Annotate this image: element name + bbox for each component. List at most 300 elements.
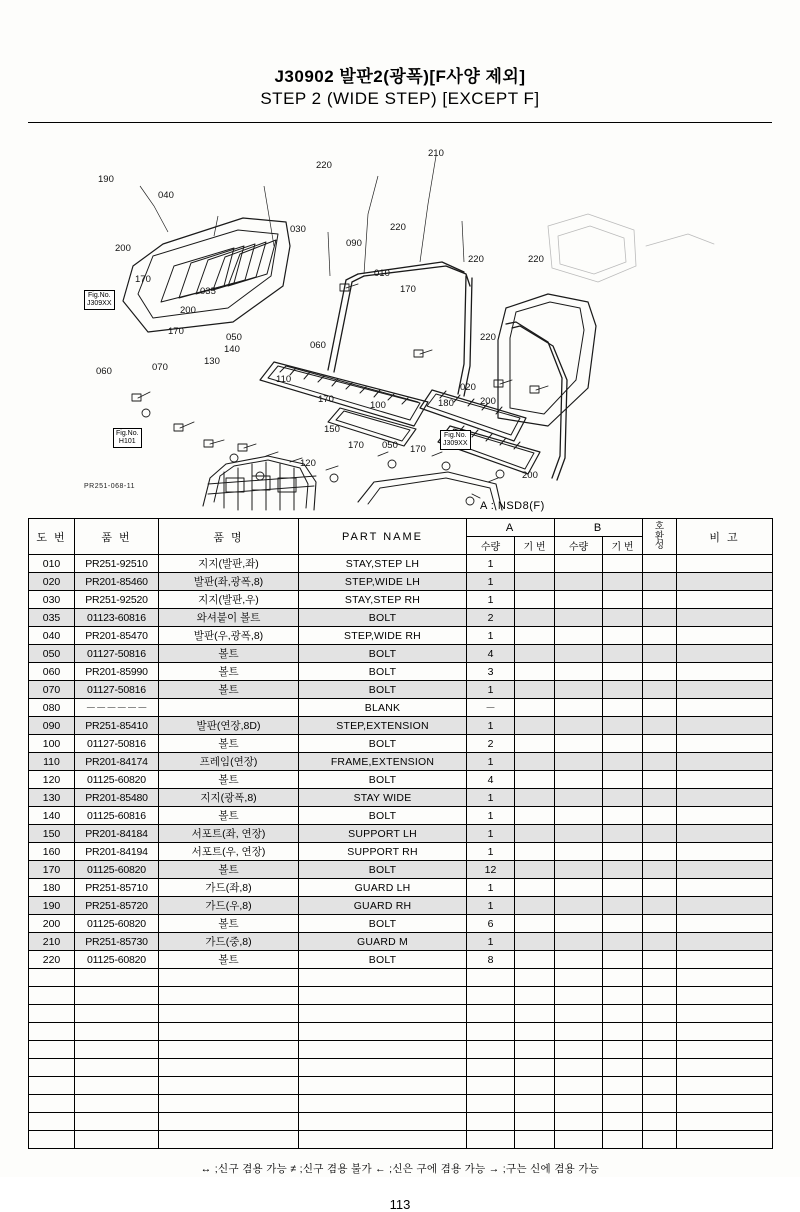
cell-qty-b (555, 663, 603, 681)
callout-060-b: 200 (522, 470, 538, 481)
cell-qty-b (555, 843, 603, 861)
cell-pum-myeong: 볼트 (159, 735, 299, 753)
cell-pum-beon: PR251-85720 (75, 897, 159, 915)
cell-do-beon: 130 (29, 789, 75, 807)
cell-pum-myeong: 발판(좌,광폭,8) (159, 573, 299, 591)
table-row (29, 699, 773, 717)
cell-empty (467, 1005, 515, 1023)
cell-pum-beon: PR251-85730 (75, 933, 159, 951)
cell-kibeon-a (515, 609, 555, 627)
cell-pum-myeong: 볼트 (159, 771, 299, 789)
cell-empty (467, 1041, 515, 1059)
cell-remark (677, 555, 773, 573)
cell-qty-b (555, 699, 603, 717)
cell-ho-hwan (643, 735, 677, 753)
cell-empty (299, 1095, 467, 1113)
cell-empty (75, 1095, 159, 1113)
cell-ho-hwan (643, 915, 677, 933)
cell-kibeon-a (515, 879, 555, 897)
cell-empty (603, 1005, 643, 1023)
cell-kibeon-b (603, 645, 643, 663)
cell-qty-b (555, 897, 603, 915)
cell-empty (467, 987, 515, 1005)
cell-kibeon-b (603, 789, 643, 807)
cell-pum-myeong: 볼트 (159, 807, 299, 825)
cell-empty (555, 1023, 603, 1041)
table-row (29, 753, 773, 771)
cell-pum-beon: PR201-84184 (75, 825, 159, 843)
fig-ref-label: Fig.No. (87, 292, 111, 299)
cell-empty (29, 1041, 75, 1059)
fig-ref-h101 (113, 428, 142, 448)
cell-kibeon-b (603, 753, 643, 771)
cell-ho-hwan (643, 933, 677, 951)
cell-kibeon-b (603, 861, 643, 879)
cell-empty (159, 1077, 299, 1095)
table-row (29, 861, 773, 879)
cell-pum-myeong: 지지(발판,우) (159, 591, 299, 609)
cell-empty (603, 969, 643, 987)
cell-qty-a: 1 (467, 897, 515, 915)
cell-kibeon-a (515, 915, 555, 933)
cell-qty-b (555, 861, 603, 879)
cell-kibeon-a (515, 699, 555, 717)
parts-table-wrap (28, 518, 772, 1149)
cell-empty (159, 1113, 299, 1131)
callout-020: 220 (480, 332, 496, 343)
table-row (29, 807, 773, 825)
cell-empty (299, 1059, 467, 1077)
cell-qty-b (555, 933, 603, 951)
cell-pum-beon: 01127-50816 (75, 681, 159, 699)
cell-do-beon: 035 (29, 609, 75, 627)
callout-170-f: 170 (400, 284, 416, 295)
cell-pum-beon: PR251-92510 (75, 555, 159, 573)
cell-remark (677, 951, 773, 969)
callout-050-a: 050 (226, 332, 242, 343)
cell-kibeon-a (515, 573, 555, 591)
legend-line: ↔ ;신구 겸용 가능 ≠ ;신구 겸용 불가 ← ;신은 구에 겸용 가능 → ;구는 신에 겸용 가능 (200, 1163, 600, 1175)
table-row (29, 735, 773, 753)
cell-ho-hwan (643, 771, 677, 789)
table-row-empty (29, 1059, 773, 1077)
fig-ref-j309xx-right (440, 430, 471, 450)
cell-part-name: BOLT (299, 951, 467, 969)
header-do-beon: 도 번 (29, 519, 75, 555)
cell-empty (75, 987, 159, 1005)
cell-qty-a: 1 (467, 555, 515, 573)
spec-note: A : NSD8(F) (480, 500, 545, 512)
table-row (29, 825, 773, 843)
cell-do-beon: 140 (29, 807, 75, 825)
cell-pum-beon: 01123-60816 (75, 609, 159, 627)
table-row (29, 789, 773, 807)
cell-remark (677, 915, 773, 933)
callout-220-c: 220 (468, 254, 484, 265)
cell-part-name: STEP,WIDE LH (299, 573, 467, 591)
table-row (29, 555, 773, 573)
callout-030: 030 (290, 224, 306, 235)
callout-170-c: 170 (348, 440, 364, 451)
table-row (29, 897, 773, 915)
cell-do-beon: 050 (29, 645, 75, 663)
cell-empty (467, 1059, 515, 1077)
cell-pum-beon: PR251-85710 (75, 879, 159, 897)
cell-empty (555, 1113, 603, 1131)
cell-kibeon-a (515, 663, 555, 681)
cell-qty-b (555, 753, 603, 771)
cell-part-name: BOLT (299, 771, 467, 789)
callout-140: 140 (224, 344, 240, 355)
cell-pum-beon: PR201-85460 (75, 573, 159, 591)
cell-kibeon-b (603, 609, 643, 627)
cell-qty-a: 4 (467, 771, 515, 789)
cell-ho-hwan (643, 645, 677, 663)
callout-070: 070 (152, 362, 168, 373)
table-row (29, 717, 773, 735)
header-qty-a: 수량 (467, 537, 515, 555)
cell-part-name: BOLT (299, 861, 467, 879)
cell-empty (643, 1095, 677, 1113)
cell-remark (677, 879, 773, 897)
cell-empty (467, 1131, 515, 1149)
cell-do-beon: 020 (29, 573, 75, 591)
header-pum-myeong: 품 명 (159, 519, 299, 555)
header-group-b: B (555, 519, 643, 537)
cell-remark (677, 699, 773, 717)
table-row-empty (29, 1095, 773, 1113)
callout-110: 110 (276, 374, 292, 385)
cell-empty (515, 987, 555, 1005)
cell-qty-b (555, 771, 603, 789)
callout-035-a: 035 (200, 286, 216, 297)
table-row (29, 771, 773, 789)
cell-empty (603, 1095, 643, 1113)
cell-kibeon-b (603, 879, 643, 897)
cell-empty (677, 1113, 773, 1131)
header-remark: 비 고 (677, 519, 773, 555)
cell-pum-beon: 01125-60816 (75, 807, 159, 825)
cell-empty (555, 1005, 603, 1023)
cell-ho-hwan (643, 717, 677, 735)
cell-empty (677, 1131, 773, 1149)
callout-130: 130 (204, 356, 220, 367)
table-row-empty (29, 1005, 773, 1023)
cell-empty (677, 1059, 773, 1077)
cell-empty (29, 1005, 75, 1023)
cell-empty (515, 1077, 555, 1095)
cell-empty (677, 987, 773, 1005)
cell-ho-hwan (643, 789, 677, 807)
cell-qty-b (555, 825, 603, 843)
cell-pum-myeong: 가드(우,8) (159, 897, 299, 915)
cell-empty (159, 1059, 299, 1077)
cell-empty (299, 1113, 467, 1131)
cell-empty (515, 1095, 555, 1113)
cell-kibeon-b (603, 915, 643, 933)
cell-kibeon-b (603, 771, 643, 789)
cell-pum-beon: PR201-85480 (75, 789, 159, 807)
cell-remark (677, 753, 773, 771)
cell-qty-a: 6 (467, 915, 515, 933)
table-row (29, 609, 773, 627)
fig-ref-value: J309XX (87, 300, 112, 308)
cell-remark (677, 825, 773, 843)
cell-pum-myeong: 지지(광폭,8) (159, 789, 299, 807)
table-row-empty (29, 969, 773, 987)
cell-empty (75, 1023, 159, 1041)
callout-180: 200 (480, 396, 496, 407)
cell-empty (159, 1005, 299, 1023)
cell-kibeon-b (603, 897, 643, 915)
cell-qty-b (555, 717, 603, 735)
cell-empty (299, 1005, 467, 1023)
cell-empty (467, 969, 515, 987)
cell-kibeon-a (515, 771, 555, 789)
cell-remark (677, 933, 773, 951)
fig-ref-j309xx-left (84, 290, 115, 310)
callout-200-b: 200 (180, 305, 196, 316)
cell-part-name: SUPPORT LH (299, 825, 467, 843)
cell-pum-myeong: 가드(좌,8) (159, 879, 299, 897)
table-header-row-top (29, 519, 773, 537)
callout-210: 210 (428, 148, 444, 159)
table-row (29, 645, 773, 663)
cell-pum-beon: PR201-84174 (75, 753, 159, 771)
cell-qty-b (555, 555, 603, 573)
table-row-empty (29, 1023, 773, 1041)
cell-empty (75, 969, 159, 987)
callout-150: 150 (324, 424, 340, 435)
callout-200: 200 (115, 243, 131, 254)
cell-empty (299, 1131, 467, 1149)
cell-do-beon: 080 (29, 699, 75, 717)
cell-part-name: STAY,STEP LH (299, 555, 467, 573)
cell-part-name: BOLT (299, 645, 467, 663)
cell-kibeon-b (603, 555, 643, 573)
cell-do-beon: 220 (29, 951, 75, 969)
cell-empty (603, 1023, 643, 1041)
cell-empty (603, 1059, 643, 1077)
header-part-name: PART NAME (299, 519, 467, 555)
cell-do-beon: 120 (29, 771, 75, 789)
cell-kibeon-a (515, 861, 555, 879)
cell-kibeon-a (515, 627, 555, 645)
cell-do-beon: 060 (29, 663, 75, 681)
cell-empty (29, 1113, 75, 1131)
callout-170-e: 170 (410, 444, 426, 455)
cell-ho-hwan (643, 591, 677, 609)
table-row (29, 663, 773, 681)
cell-empty (643, 1005, 677, 1023)
parts-illustration (28, 126, 772, 511)
callout-200-c: 020 (460, 382, 476, 393)
cell-pum-myeong: 발판(우,광폭,8) (159, 627, 299, 645)
cell-kibeon-a (515, 681, 555, 699)
cell-pum-myeong: 서포트(우, 연장) (159, 843, 299, 861)
cell-empty (75, 1041, 159, 1059)
cell-do-beon: 070 (29, 681, 75, 699)
cell-kibeon-a (515, 555, 555, 573)
cell-remark (677, 663, 773, 681)
cell-qty-a: 4 (467, 645, 515, 663)
cell-empty (555, 1095, 603, 1113)
cell-qty-a: 1 (467, 807, 515, 825)
callout-170-b: 170 (168, 326, 184, 337)
cell-empty (677, 1095, 773, 1113)
table-row (29, 573, 773, 591)
cell-ho-hwan (643, 753, 677, 771)
callout-170-d: 170 (318, 394, 334, 405)
cell-kibeon-a (515, 591, 555, 609)
callout-120: 120 (300, 458, 316, 469)
cell-pum-myeong: 와셔붙이 볼트 (159, 609, 299, 627)
table-row (29, 879, 773, 897)
cell-empty (677, 1005, 773, 1023)
table-row-empty (29, 1113, 773, 1131)
cell-qty-a: 1 (467, 879, 515, 897)
cell-qty-a: 1 (467, 627, 515, 645)
cell-do-beon: 110 (29, 753, 75, 771)
cell-ho-hwan (643, 825, 677, 843)
cell-part-name: STEP,EXTENSION (299, 717, 467, 735)
cell-empty (159, 969, 299, 987)
cell-kibeon-a (515, 735, 555, 753)
cell-pum-beon: PR251-92520 (75, 591, 159, 609)
cell-do-beon: 210 (29, 933, 75, 951)
cell-remark (677, 771, 773, 789)
cell-remark (677, 627, 773, 645)
cell-empty (555, 987, 603, 1005)
cell-pum-beon: 01125-60820 (75, 861, 159, 879)
cell-qty-b (555, 789, 603, 807)
cell-empty (515, 1113, 555, 1131)
table-row (29, 681, 773, 699)
cell-empty (467, 1023, 515, 1041)
cell-kibeon-a (515, 897, 555, 915)
cell-remark (677, 789, 773, 807)
cell-empty (603, 1041, 643, 1059)
table-row-empty (29, 1041, 773, 1059)
cell-remark (677, 861, 773, 879)
cell-kibeon-a (515, 645, 555, 663)
cell-empty (159, 987, 299, 1005)
cell-empty (555, 969, 603, 987)
cell-remark (677, 681, 773, 699)
cell-pum-beon: 01125-60820 (75, 951, 159, 969)
cell-qty-a: 1 (467, 573, 515, 591)
cell-empty (75, 1059, 159, 1077)
callout-220-a: 220 (316, 160, 332, 171)
cell-empty (29, 1023, 75, 1041)
cell-empty (159, 1095, 299, 1113)
cell-empty (677, 969, 773, 987)
cell-pum-myeong: 가드(중,8) (159, 933, 299, 951)
cell-empty (75, 1131, 159, 1149)
cell-empty (643, 1131, 677, 1149)
page-number: 113 (389, 1197, 411, 1212)
table-row (29, 933, 773, 951)
cell-ho-hwan (643, 879, 677, 897)
cell-pum-myeong: 서포트(좌, 연장) (159, 825, 299, 843)
cell-qty-a: 1 (467, 843, 515, 861)
cell-kibeon-b (603, 627, 643, 645)
cell-qty-a: 1 (467, 591, 515, 609)
table-row-empty (29, 1131, 773, 1149)
cell-empty (299, 1023, 467, 1041)
cell-empty (299, 987, 467, 1005)
cell-part-name: BOLT (299, 663, 467, 681)
cell-qty-a: 1 (467, 681, 515, 699)
cell-ho-hwan (643, 807, 677, 825)
cell-qty-b (555, 879, 603, 897)
cell-empty (603, 1113, 643, 1131)
cell-empty (299, 1041, 467, 1059)
cell-empty (467, 1095, 515, 1113)
cell-kibeon-a (515, 951, 555, 969)
cell-remark (677, 573, 773, 591)
cell-empty (643, 1059, 677, 1077)
cell-part-name: STEP,WIDE RH (299, 627, 467, 645)
cell-remark (677, 591, 773, 609)
callout-170-a: 170 (135, 274, 151, 285)
cell-do-beon: 090 (29, 717, 75, 735)
callout-100: 100 (370, 400, 386, 411)
cell-empty (75, 1077, 159, 1095)
fig-ref-label: Fig.No. (443, 432, 467, 439)
cell-part-name: BLANK (299, 699, 467, 717)
header-qty-b: 수량 (555, 537, 603, 555)
cell-empty (603, 1077, 643, 1095)
cell-pum-myeong: 볼트 (159, 645, 299, 663)
cell-kibeon-a (515, 843, 555, 861)
cell-empty (555, 1041, 603, 1059)
cell-empty (467, 1077, 515, 1095)
cell-qty-a: 1 (467, 825, 515, 843)
table-row-empty (29, 1077, 773, 1095)
cell-kibeon-a (515, 933, 555, 951)
cell-empty (29, 1131, 75, 1149)
cell-pum-beon: －－－－－－ (75, 699, 159, 717)
cell-part-name: GUARD LH (299, 879, 467, 897)
header-kibeon-a: 기 번 (515, 537, 555, 555)
cell-pum-beon: 01125-60820 (75, 771, 159, 789)
table-row (29, 951, 773, 969)
cell-pum-myeong: 프레임(연장) (159, 753, 299, 771)
table-row-empty (29, 987, 773, 1005)
cell-remark (677, 807, 773, 825)
page-title-korean: J30902 발판2(광폭)[F사양 제외] (274, 67, 526, 86)
cell-kibeon-b (603, 681, 643, 699)
header-pum-beon: 품 번 (75, 519, 159, 555)
cell-empty (555, 1131, 603, 1149)
cell-empty (75, 1005, 159, 1023)
cell-empty (555, 1059, 603, 1077)
cell-do-beon: 040 (29, 627, 75, 645)
cell-empty (677, 1041, 773, 1059)
cell-qty-a: － (467, 699, 515, 717)
cell-empty (29, 987, 75, 1005)
cell-pum-beon: PR201-84194 (75, 843, 159, 861)
cell-kibeon-b (603, 825, 643, 843)
cell-do-beon: 150 (29, 825, 75, 843)
cell-empty (75, 1113, 159, 1131)
cell-pum-beon: PR201-85470 (75, 627, 159, 645)
cell-ho-hwan (643, 609, 677, 627)
cell-kibeon-b (603, 663, 643, 681)
cell-empty (515, 1059, 555, 1077)
cell-part-name: GUARD M (299, 933, 467, 951)
